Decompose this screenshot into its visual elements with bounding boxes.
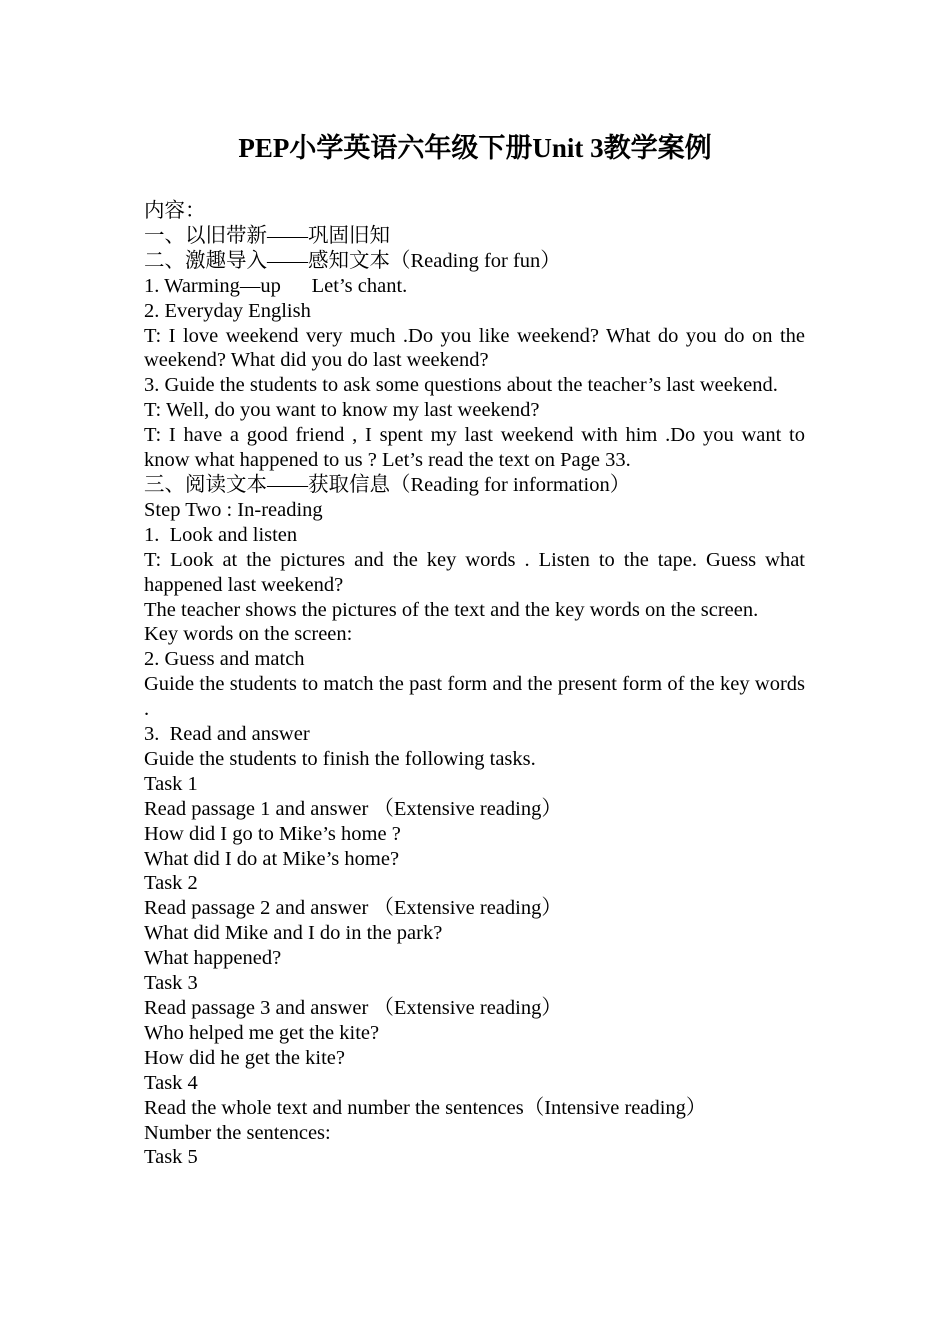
text-line: Task 5: [144, 1146, 198, 1169]
document-title: PEP小学英语六年级下册Unit 3教学案例: [238, 133, 712, 163]
text-line: What did Mike and I do in the park?: [144, 922, 443, 945]
text-line: 1. Warming—up Let’s chant.: [144, 274, 408, 297]
text-line: 内容：: [144, 200, 206, 222]
text-line: What happened?: [144, 947, 282, 970]
text-line: 3. Read and answer: [144, 723, 310, 746]
text-line: 三、阅读文本——获取信息（Reading for information）: [144, 473, 631, 496]
text-line: Key words on the screen:: [144, 623, 353, 646]
text-line: Who helped me get the kite?: [144, 1021, 380, 1044]
text-line: 2. Everyday English: [144, 299, 311, 322]
text-paragraph: The teacher shows the pictures of the text and the key words on the screen.: [144, 598, 759, 621]
text-line: Number the sentences:: [144, 1121, 331, 1144]
text-line: Read passage 3 and answer （Extensive reading）: [144, 997, 562, 1019]
text-line: 2. Guess and match: [144, 648, 305, 671]
text-line: Read passage 2 and answer （Extensive reading）: [144, 897, 562, 920]
text-paragraph: T: I have a good friend , I spent my last weekend with him .Do you want to know what happened to us ? Let’s read the text on Page 33.: [144, 424, 805, 472]
text-line: Step Two : In-reading: [144, 498, 323, 521]
text-paragraph: T: I love weekend very much .Do you like weekend? What do you do on the weekend? What did you do last weekend?: [144, 324, 805, 372]
text-line: Read passage 1 and answer （Extensive reading）: [144, 797, 562, 820]
text-paragraph: 3. Guide the students to ask some questions about the teacher’s last weekend.: [144, 374, 778, 397]
document-body: [144, 199, 805, 1170]
text-line: 1. Look and listen: [144, 523, 298, 546]
text-line: 二、激趣导入——感知文本（Reading for fun）: [144, 249, 561, 272]
text-line: Task 3: [144, 972, 198, 995]
text-line: T: Well, do you want to know my last weekend?: [144, 399, 540, 422]
text-line: What did I do at Mike’s home?: [144, 847, 400, 870]
text-line: Task 2: [144, 872, 198, 895]
text-paragraph: T: Look at the pictures and the key words . Listen to the tape. Guess what happened last weekend?: [144, 548, 805, 596]
text-line: Guide the students to finish the following tasks.: [144, 747, 536, 770]
text-line: 一、以旧带新——巩固旧知: [144, 224, 390, 247]
text-line: Task 4: [144, 1071, 198, 1094]
text-line: How did he get the kite?: [144, 1046, 345, 1069]
text-paragraph: Guide the students to match the past form and the present form of the key words .: [144, 673, 805, 721]
text-line: Task 1: [144, 772, 198, 795]
text-line: How did I go to Mike’s home ?: [144, 822, 401, 845]
text-line: Read the whole text and number the sentences（Intensive reading）: [144, 1096, 707, 1119]
